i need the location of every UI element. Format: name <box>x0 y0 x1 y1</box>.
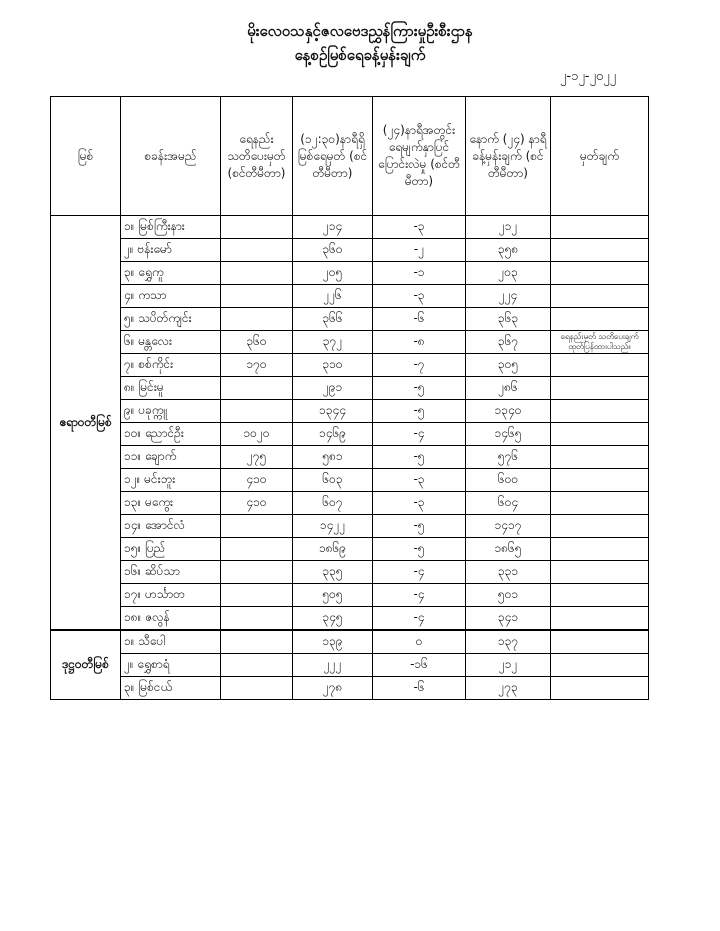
forecast-cell: ၃၆၃ <box>466 308 551 331</box>
forecast-cell: ၁၄၁၇ <box>466 515 551 538</box>
remark-cell <box>551 677 649 700</box>
station-cell: ၁၃။ မကွေး <box>121 492 221 515</box>
change-cell: -၆ <box>373 677 466 700</box>
remark-cell <box>551 630 649 654</box>
station-cell: ၁၅။ ပြည် <box>121 538 221 561</box>
change-cell: -၃ <box>373 492 466 515</box>
remark-cell <box>551 262 649 285</box>
forecast-cell: ၃၅၈ <box>466 239 551 262</box>
station-cell: ၁၆။ ဆိပ်သာ <box>121 561 221 584</box>
change-cell: -၄ <box>373 561 466 584</box>
table-row <box>51 492 649 515</box>
change-cell: -၅ <box>373 515 466 538</box>
change-cell: -၃ <box>373 469 466 492</box>
level-cell: ၃၆၆ <box>293 308 373 331</box>
warning-cell: ၃၆၀ <box>221 331 293 354</box>
station-cell: ၁။ မြစ်ကြီးနား <box>121 216 221 239</box>
remark-cell <box>551 308 649 331</box>
level-cell: ၅၈၁ <box>293 446 373 469</box>
forecast-cell: ၁၃၇ <box>466 630 551 654</box>
forecast-cell: ၂၈၆ <box>466 377 551 400</box>
level-cell: ၂၂၂ <box>293 654 373 677</box>
station-cell: ၂။ ဗန်းမော် <box>121 239 221 262</box>
warning-cell <box>221 239 293 262</box>
table-row <box>51 584 649 607</box>
station-cell: ၁၂။ မင်းဘူး <box>121 469 221 492</box>
level-cell: ၁၄၆၉ <box>293 423 373 446</box>
col-header-warning: ရေနည်း သတိပေးမှတ် (စင်တီမီတာ) <box>221 97 293 216</box>
station-cell: ၁၁။ ချောက် <box>121 446 221 469</box>
change-cell: -၇ <box>373 354 466 377</box>
station-cell: ၁၈။ ဇလွန် <box>121 607 221 631</box>
col-header-level: (၁၂:၃၀)နာရီရှိ မြစ်ရေမှတ် (စင်တီမီတာ) <box>293 97 373 216</box>
change-cell: -၅ <box>373 446 466 469</box>
table-header-row <box>51 97 649 216</box>
station-cell: ၆။ မန္တလေး <box>121 331 221 354</box>
warning-cell <box>221 308 293 331</box>
warning-cell <box>221 584 293 607</box>
table-row <box>51 400 649 423</box>
table-row <box>51 262 649 285</box>
remark-cell <box>551 400 649 423</box>
level-cell: ၅၀၅ <box>293 584 373 607</box>
table-row <box>51 515 649 538</box>
station-cell: ၂။ ရွှေစာရံ <box>121 654 221 677</box>
remark-cell <box>551 515 649 538</box>
forecast-cell: ၆၀၄ <box>466 492 551 515</box>
level-cell: ၂၉၁ <box>293 377 373 400</box>
station-cell: ၅။ သပိတ်ကျင်း <box>121 308 221 331</box>
warning-cell: ၂၇၅ <box>221 446 293 469</box>
level-cell: ၃၁၀ <box>293 354 373 377</box>
station-cell: ၄။ ကသာ <box>121 285 221 308</box>
level-cell: ၂၁၄ <box>293 216 373 239</box>
warning-cell <box>221 400 293 423</box>
change-cell: -၄ <box>373 423 466 446</box>
forecast-cell: ၂၁၂ <box>466 216 551 239</box>
change-cell: -၆ <box>373 308 466 331</box>
river-name-cell: ဧရာဝတီမြစ် <box>51 216 121 631</box>
forecast-cell: ၂၀၃ <box>466 262 551 285</box>
report-date: ၂-၁၂-၂၀၂၂ <box>560 69 616 84</box>
remark-cell <box>551 469 649 492</box>
level-cell: ၂၀၅ <box>293 262 373 285</box>
forecast-cell: ၂၁၂ <box>466 654 551 677</box>
forecast-cell: ၅၇၆ <box>466 446 551 469</box>
forecast-cell: ၁၃၄၀ <box>466 400 551 423</box>
river-name-cell: ဒုဋ္ဌဝတီမြစ် <box>51 630 121 700</box>
forecast-cell: ၅၀၁ <box>466 584 551 607</box>
table-row <box>51 308 649 331</box>
col-header-river: မြစ် <box>51 97 121 216</box>
station-cell: ၁။ သီပေါ <box>121 630 221 654</box>
warning-cell <box>221 677 293 700</box>
river-level-table <box>50 96 649 700</box>
warning-cell <box>221 538 293 561</box>
col-header-change: (၂၄)နာရီအတွင်း ရေမျက်နှာပြင် ပြောင်းလဲမှု (စင်တီမီတာ) <box>373 97 466 216</box>
table-row <box>51 607 649 631</box>
change-cell: -၃ <box>373 216 466 239</box>
level-cell: ၃၆၀ <box>293 239 373 262</box>
level-cell: ၁၈၆၉ <box>293 538 373 561</box>
col-header-forecast: နောက် (၂၄) နာရီ ခန့်မှန်းချက် (စင်တီမီတာ) <box>466 97 551 216</box>
table-row <box>51 377 649 400</box>
station-cell: ၈။ မြင်းမူ <box>121 377 221 400</box>
report-title: နေ့စဉ်မြစ်ရေခန့်မှန်းချက် <box>294 46 426 64</box>
table-row <box>51 216 649 239</box>
warning-cell: ၄၁၀ <box>221 492 293 515</box>
remark-cell <box>551 446 649 469</box>
level-cell: ၃၄၅ <box>293 607 373 631</box>
change-cell: -၂ <box>373 239 466 262</box>
change-cell: -၅ <box>373 377 466 400</box>
forecast-cell: ၃၆၇ <box>466 331 551 354</box>
level-cell: ၂၂၆ <box>293 285 373 308</box>
remark-cell <box>551 239 649 262</box>
level-cell: ၆၀၃ <box>293 469 373 492</box>
remark-cell <box>551 584 649 607</box>
forecast-cell: ၃၀၅ <box>466 354 551 377</box>
table-row <box>51 677 649 700</box>
level-cell: ၃၇၂ <box>293 331 373 354</box>
table-row <box>51 239 649 262</box>
remark-cell <box>551 354 649 377</box>
remark-cell <box>551 607 649 631</box>
station-cell: ၁၄။ အောင်လံ <box>121 515 221 538</box>
level-cell: ၃၃၅ <box>293 561 373 584</box>
remark-cell <box>551 216 649 239</box>
station-cell: ၃။ မြစ်ငယ် <box>121 677 221 700</box>
table-row <box>51 561 649 584</box>
change-cell: -၁ <box>373 262 466 285</box>
level-cell: ၁၄၂၂ <box>293 515 373 538</box>
forecast-cell: ၃၃၁ <box>466 561 551 584</box>
table-row <box>51 331 649 354</box>
table-row <box>51 469 649 492</box>
level-cell: ၆၀၇ <box>293 492 373 515</box>
level-cell: ၂၇၈ <box>293 677 373 700</box>
station-cell: ၇။ စစ်ကိုင်း <box>121 354 221 377</box>
change-cell: -၈ <box>373 331 466 354</box>
warning-cell <box>221 654 293 677</box>
table-row <box>51 423 649 446</box>
forecast-cell: ၃၄၁ <box>466 607 551 631</box>
change-cell: ၀ <box>373 630 466 654</box>
table-row <box>51 354 649 377</box>
warning-cell <box>221 377 293 400</box>
remark-cell <box>551 285 649 308</box>
change-cell: -၅ <box>373 538 466 561</box>
station-cell: ၁၀။ ညောင်ဦး <box>121 423 221 446</box>
change-cell: -၃ <box>373 285 466 308</box>
table-row <box>51 285 649 308</box>
col-header-station: စခန်းအမည် <box>121 97 221 216</box>
level-cell: ၁၃၄၄ <box>293 400 373 423</box>
remark-cell <box>551 654 649 677</box>
table-row <box>51 446 649 469</box>
remark-cell <box>551 377 649 400</box>
change-cell: -၄ <box>373 607 466 631</box>
warning-cell <box>221 285 293 308</box>
forecast-cell: ၁၈၆၅ <box>466 538 551 561</box>
table-row <box>51 654 649 677</box>
remark-cell: ရေနည်းမှတ် သတိပေးချက် ထုတ်ပြန်ထားပါသည်။ <box>551 331 649 354</box>
remark-cell <box>551 423 649 446</box>
warning-cell <box>221 561 293 584</box>
level-cell: ၁၃၉ <box>293 630 373 654</box>
warning-cell: ၄၁၀ <box>221 469 293 492</box>
remark-cell <box>551 561 649 584</box>
warning-cell: ၁၇၀ <box>221 354 293 377</box>
remark-cell <box>551 538 649 561</box>
remark-cell <box>551 492 649 515</box>
station-cell: ၃။ ရွှေကူ <box>121 262 221 285</box>
change-cell: -၄ <box>373 584 466 607</box>
table-row <box>51 538 649 561</box>
table-body <box>51 216 649 700</box>
department-title: မိုးလေဝသနှင့်ဇလဗေဒညွှန်ကြားမှုဦးစီးဌာန <box>247 22 473 40</box>
forecast-cell: ၆၀၀ <box>466 469 551 492</box>
forecast-cell: ၂၇၃ <box>466 677 551 700</box>
warning-cell <box>221 630 293 654</box>
col-header-remark: မှတ်ချက် <box>551 97 649 216</box>
change-cell: -၅ <box>373 400 466 423</box>
forecast-cell: ၂၂၄ <box>466 285 551 308</box>
warning-cell <box>221 607 293 631</box>
station-cell: ၁၇။ ဟင်္သာတ <box>121 584 221 607</box>
forecast-cell: ၁၄၆၅ <box>466 423 551 446</box>
change-cell: -၁၆ <box>373 654 466 677</box>
warning-cell: ၁၀၂၀ <box>221 423 293 446</box>
warning-cell <box>221 515 293 538</box>
warning-cell <box>221 262 293 285</box>
warning-cell <box>221 216 293 239</box>
table-row <box>51 630 649 654</box>
station-cell: ၉။ ပခုက္ကူ <box>121 400 221 423</box>
